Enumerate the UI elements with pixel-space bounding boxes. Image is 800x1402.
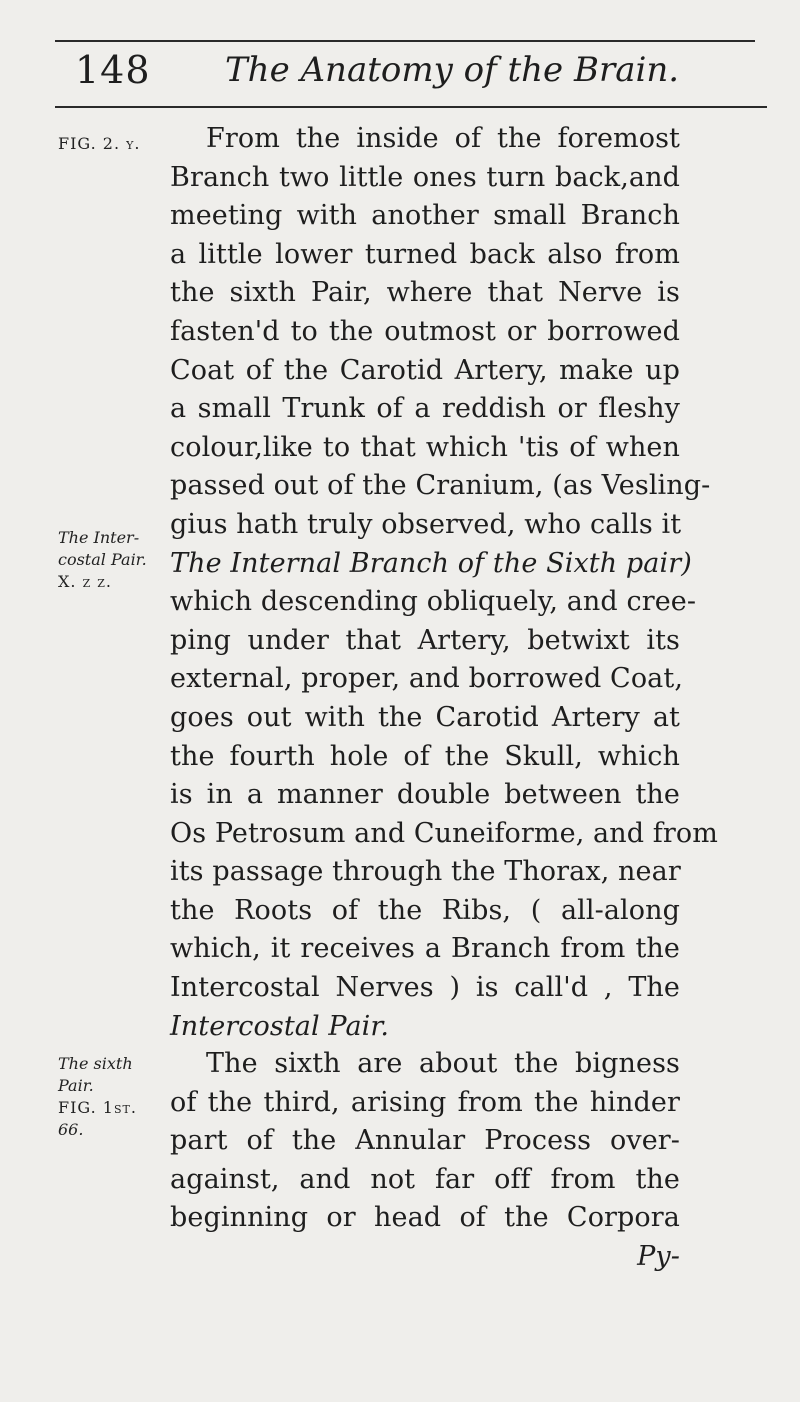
text-line: The Internal Branch of the Sixth pair) <box>170 547 692 579</box>
text-line: part of the Annular Process over- <box>170 1125 680 1157</box>
text-line: of the third, arising from the hinder <box>170 1086 680 1118</box>
text-line: is in a manner double between the <box>170 779 680 811</box>
running-title: The Anatomy of the Brain. <box>225 50 680 90</box>
text-line: the sixth Pair, where that Nerve is <box>170 277 680 309</box>
text-line: fasten'd to the outmost or borrowed <box>170 315 680 347</box>
text-line: the Roots of the Ribs, ( all-along <box>170 894 680 926</box>
margin-note-line: FIG. 2. y. <box>58 134 141 153</box>
text-line: beginning or head of the Corpora <box>170 1202 680 1234</box>
text-line: From the inside of the foremost <box>206 123 680 154</box>
text-line: The sixth are about the bigness <box>206 1048 680 1079</box>
paragraph-1 <box>170 120 718 1046</box>
text-line: Intercostal Pair. <box>170 1010 390 1042</box>
margin-note-sixth-pair <box>58 1053 170 1141</box>
text-line: which descending obliquely, and cree- <box>170 586 697 618</box>
margin-note-line: Pair. <box>58 1076 94 1095</box>
text-line: Intercostal Nerves ) is call'd , The <box>170 972 680 1004</box>
text-line: Os Petrosum and Cuneiforme, and from <box>170 817 718 849</box>
text-line: colour,like to that which 'tis of when <box>170 431 680 463</box>
text-line: against, and not far off from the <box>170 1163 680 1195</box>
paragraph-2 <box>170 1045 680 1277</box>
text-line: passed out of the Cranium, (as Vesling- <box>170 470 711 502</box>
text-line: goes out with the Carotid Artery at <box>170 701 680 733</box>
text-line: Coat of the Carotid Artery, make up <box>170 354 680 386</box>
text-line: its passage through the Thorax, near <box>170 856 681 888</box>
text-line: ping under that Artery, betwixt its <box>170 624 680 656</box>
page-number: 148 <box>75 48 151 92</box>
text-line: a little lower turned back also from <box>170 238 680 270</box>
margin-note-line: The Inter- <box>58 528 140 547</box>
margin-note-line: X. z z. <box>58 572 113 591</box>
catchword: Py- <box>637 1240 680 1272</box>
margin-note-intercostal <box>58 527 170 593</box>
text-line: gius hath truly observed, who calls it <box>170 508 682 540</box>
text-line: which, it receives a Branch from the <box>170 933 680 965</box>
running-header <box>55 48 755 100</box>
margin-note-line: The sixth <box>58 1054 133 1073</box>
text-line: the fourth hole of the Skull, which <box>170 740 680 772</box>
header-bottom-rule <box>55 106 767 108</box>
margin-note-line: FIG. 1st. <box>58 1098 137 1117</box>
header-top-rule <box>55 40 755 42</box>
text-line: a small Trunk of a reddish or fleshy <box>170 393 680 425</box>
margin-note-line: costal Pair. <box>58 550 147 569</box>
text-line: Branch two little ones turn back,and <box>170 161 680 193</box>
margin-note-line: 66. <box>58 1120 84 1139</box>
text-line: meeting with another small Branch <box>170 200 680 232</box>
text-line: external, proper, and borrowed Coat, <box>170 663 684 695</box>
margin-note-figure <box>58 133 170 155</box>
